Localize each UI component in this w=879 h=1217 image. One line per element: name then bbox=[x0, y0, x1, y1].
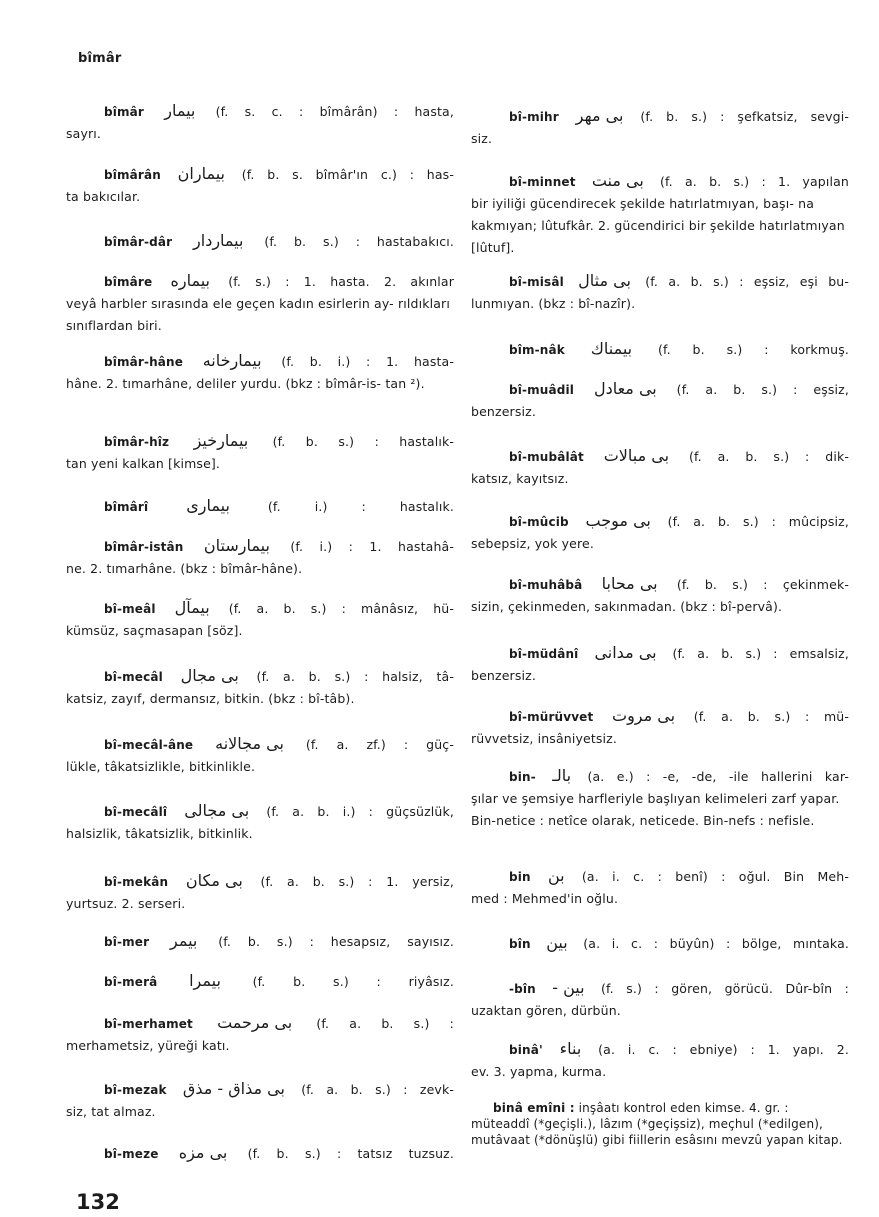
entry-definition-continued: merhametsiz, yüreği katı. bbox=[66, 1038, 230, 1053]
entry-first-line bbox=[471, 977, 849, 1000]
entry-definition-continued: siz, tat almaz. bbox=[66, 1104, 156, 1119]
dictionary-entry bbox=[471, 170, 849, 259]
entry-definition-start: (a. i. c. : büyûn) : bölge, mıntaka. bbox=[583, 936, 850, 951]
entry-arabic-script: بیماری bbox=[186, 496, 230, 515]
entry-arabic-script: بی مزه bbox=[178, 1143, 228, 1162]
entry-definition-start: (f. b. s.) : hastabakıcı. bbox=[264, 234, 455, 249]
entry-definition-continued: katsiz, zayıf, dermansız, bitkin. (bkz : bî-tâb). bbox=[66, 691, 355, 706]
entry-first-line bbox=[471, 642, 849, 665]
footnote-lemma: binâ emîni : bbox=[493, 1101, 575, 1115]
entry-arabic-script: بیمرا bbox=[189, 971, 221, 990]
dictionary-entry bbox=[471, 977, 849, 1022]
entry-definition-continued: lükle, tâkatsizlikle, bitkinlikle. bbox=[66, 759, 256, 774]
entry-first-line bbox=[66, 665, 454, 688]
entry-arabic-script: بی مرحمت bbox=[217, 1013, 293, 1032]
entry-first-line bbox=[66, 930, 454, 953]
entry-definition-start: (f. s.) : 1. hasta. 2. akınlar bbox=[228, 274, 455, 289]
dictionary-entry bbox=[471, 573, 849, 618]
entry-definition-start: (a. e.) : -e, -de, -ile hallerini kar- bbox=[587, 769, 850, 784]
dictionary-entry bbox=[66, 270, 454, 337]
entry-lemma: bî-mer bbox=[104, 935, 150, 949]
entry-arabic-script: بیمارستان bbox=[203, 536, 270, 555]
entry-lemma: bî-mihr bbox=[509, 110, 559, 124]
dictionary-entry bbox=[66, 597, 454, 642]
entry-definition-start: (f. b. s.) : hastalık- bbox=[272, 434, 454, 449]
dictionary-entry bbox=[66, 665, 454, 710]
entry-lemma: bin- bbox=[509, 770, 536, 784]
entry-definition-start: (f. a. zf.) : güç- bbox=[305, 737, 454, 752]
entry-lemma: bîmâr-istân bbox=[104, 540, 184, 554]
entry-definition-continued: uzaktan gören, dürbün. bbox=[471, 1003, 621, 1018]
entry-first-line bbox=[471, 1038, 849, 1061]
entry-first-line bbox=[471, 170, 849, 193]
entry-first-line bbox=[471, 338, 849, 361]
dictionary-entry bbox=[471, 865, 849, 910]
running-header: bîmâr bbox=[78, 51, 122, 66]
entry-definition-start: (f. i.) : hastalık. bbox=[267, 499, 454, 514]
entry-definition-start: (f. b. s.) : şefkatsiz, sevgi- bbox=[640, 109, 850, 124]
dictionary-entry bbox=[66, 495, 454, 518]
entry-first-line bbox=[66, 597, 454, 620]
dictionary-entry bbox=[66, 350, 454, 395]
entry-arabic-script: بیماره bbox=[170, 271, 210, 290]
entry-arabic-script: بیمر bbox=[170, 931, 198, 950]
entry-lemma: bî-mecâl bbox=[104, 670, 163, 684]
entry-definition-continued: bir iyiliği gücendirecek şekilde hatırlatmıyan, başı- na kakmıyan; lûtufkâr. 2. gücendirici bir şekilde hatırlatmıyan [lûtuf]. bbox=[471, 196, 845, 255]
entry-first-line bbox=[471, 105, 849, 128]
entry-first-line bbox=[66, 495, 454, 518]
entry-first-line bbox=[66, 733, 454, 756]
entry-definition-continued: hâne. 2. tımarhâne, deliler yurdu. (bkz : bîmâr-is- tan ²). bbox=[66, 376, 425, 391]
dictionary-entry bbox=[66, 800, 454, 845]
entry-definition-continued: lunmıyan. (bkz : bî-nazîr). bbox=[471, 296, 636, 311]
entry-first-line bbox=[66, 1142, 454, 1165]
entry-lemma: bî-mürüvvet bbox=[509, 710, 594, 724]
entry-lemma: bî-meze bbox=[104, 1147, 159, 1161]
entry-definition-start: (f. b. s.) : çekinmek- bbox=[676, 577, 850, 592]
entry-definition-start: (f. s. c. : bîmârân) : hasta, bbox=[215, 104, 454, 119]
entry-arabic-script: بی مدانی bbox=[594, 643, 657, 662]
entry-lemma: bîmâr-dâr bbox=[104, 235, 173, 249]
entry-lemma: bîmârân bbox=[104, 168, 161, 182]
entry-definition-start: (f. a. b. s.) : halsiz, tâ- bbox=[256, 669, 454, 684]
entry-arabic-script: بناء bbox=[559, 1039, 582, 1058]
dictionary-entry bbox=[471, 270, 849, 315]
entry-lemma: bîmâr-hâne bbox=[104, 355, 184, 369]
entry-lemma: bî-mubâlât bbox=[509, 450, 584, 464]
entry-arabic-script: بالـ bbox=[552, 766, 572, 785]
entry-lemma: bî-mûcib bbox=[509, 515, 569, 529]
entry-first-line bbox=[471, 445, 849, 468]
entry-lemma: bîmârî bbox=[104, 500, 149, 514]
entry-first-line bbox=[66, 1012, 454, 1035]
dictionary-entry bbox=[66, 1012, 454, 1057]
entry-arabic-script: بين bbox=[546, 933, 568, 952]
dictionary-entry bbox=[471, 105, 849, 150]
entry-definition-continued: sebepsiz, yok yere. bbox=[471, 536, 594, 551]
entry-definition-continued: sizin, çekinmeden, sakınmadan. (bkz : bî-pervâ). bbox=[471, 599, 783, 614]
entry-definition-continued: ev. 3. yapma, kurma. bbox=[471, 1064, 607, 1079]
dictionary-entry bbox=[66, 970, 454, 993]
entry-lemma: bî-merhamet bbox=[104, 1017, 193, 1031]
dictionary-entry bbox=[66, 535, 454, 580]
entry-arabic-script: بیمارخانه bbox=[202, 351, 262, 370]
entry-definition-continued: rüvvetsiz, insâniyetsiz. bbox=[471, 731, 618, 746]
entry-first-line bbox=[66, 230, 454, 253]
page-number: 132 bbox=[76, 1190, 120, 1214]
entry-lemma: bîmâr-hîz bbox=[104, 435, 170, 449]
entry-definition-start: (f. a. b. s.) : bbox=[316, 1016, 454, 1031]
entry-definition-start: (f. a. b. s.) : mûcipsiz, bbox=[667, 514, 849, 529]
entry-arabic-script: بی مبالات bbox=[603, 446, 670, 465]
entry-first-line bbox=[471, 378, 849, 401]
entry-definition-start: (f. a. b. s.) : zevk- bbox=[301, 1082, 455, 1097]
entry-arabic-script: بی مذاق - مذق bbox=[182, 1079, 285, 1098]
dictionary-entry bbox=[471, 445, 849, 490]
entry-definition-continued: benzersiz. bbox=[471, 404, 536, 419]
entry-arabic-script: بی مهر bbox=[575, 106, 624, 125]
entry-definition-start: (f. a. b. s.) : dik- bbox=[688, 449, 850, 464]
entry-definition-start: (f. b. s.) : hesapsız, sayısız. bbox=[218, 934, 455, 949]
dictionary-entry bbox=[66, 870, 454, 915]
entry-definition-continued: kümsüz, saçmasapan [söz]. bbox=[66, 623, 243, 638]
entry-definition-start: (f. a. b. s.) : 1. yersiz, bbox=[260, 874, 455, 889]
entry-definition-continued: şılar ve şemsiye harfleriyle başlıyan kelimeleri zarf yapar. Bin-netice : netîce olarak, neticede. Bin-nefs : nefisle. bbox=[471, 791, 840, 828]
entry-definition-start: (f. b. s.) : korkmuş. bbox=[657, 342, 849, 357]
entry-first-line bbox=[471, 573, 849, 596]
entry-arabic-script: بی موجب bbox=[585, 511, 651, 530]
entry-arabic-script: بیمآل bbox=[174, 598, 210, 617]
entry-definition-start: (f. a. b. s.) : emsalsiz, bbox=[672, 646, 849, 661]
dictionary-entry bbox=[66, 430, 454, 475]
entry-lemma: binâ' bbox=[509, 1043, 543, 1057]
entry-definition-start: (f. a. b. s.) : mânâsız, hü- bbox=[228, 601, 455, 616]
entry-arabic-script: بیمار bbox=[164, 101, 196, 120]
entry-arabic-script: بی محابا bbox=[601, 574, 658, 593]
entry-lemma: bî-müdânî bbox=[509, 647, 579, 661]
dictionary-entry bbox=[471, 642, 849, 687]
entry-definition-start: (f. b. s.) : riyâsız. bbox=[252, 974, 454, 989]
entry-lemma: bî-muâdil bbox=[509, 383, 574, 397]
entry-lemma: bî-meâl bbox=[104, 602, 156, 616]
entry-arabic-script: بی منت bbox=[591, 171, 644, 190]
entry-definition-start: (f. b. s.) : tatsız tuzsuz. bbox=[247, 1146, 455, 1161]
entry-first-line bbox=[66, 870, 454, 893]
entry-lemma: bîn bbox=[509, 937, 531, 951]
entry-definition-start: (f. b. i.) : 1. hasta- bbox=[281, 354, 455, 369]
entry-definition-start: (f. a. b. s.) : mü- bbox=[693, 709, 850, 724]
entry-footnote bbox=[471, 1100, 849, 1148]
entry-arabic-script: بیمارخیز bbox=[193, 431, 249, 450]
entry-lemma: bî-muhâbâ bbox=[509, 578, 583, 592]
entry-definition-start: (f. i.) : 1. hastahâ- bbox=[290, 539, 455, 554]
entry-definition-continued: med : Mehmed'in oğlu. bbox=[471, 891, 619, 906]
entry-lemma: bî-mecâl-âne bbox=[104, 738, 194, 752]
entry-first-line bbox=[66, 270, 454, 293]
entry-definition-continued: benzersiz. bbox=[471, 668, 536, 683]
entry-definition-start: (f. a. b. s.) : eşsiz, eşi bu- bbox=[645, 274, 850, 289]
dictionary-entry bbox=[471, 338, 849, 361]
entry-definition-continued: yurtsuz. 2. serseri. bbox=[66, 896, 186, 911]
entry-arabic-script: بن bbox=[547, 866, 565, 885]
entry-lemma: bin bbox=[509, 870, 531, 884]
dictionary-entry bbox=[471, 510, 849, 555]
entry-first-line bbox=[471, 865, 849, 888]
entry-definition-continued: veyâ harbler sırasında ele geçen kadın esirlerin ay- rıldıkları sınıflardan biri. bbox=[66, 296, 450, 333]
dictionary-entry bbox=[471, 765, 849, 832]
entry-lemma: bîm-nâk bbox=[509, 343, 565, 357]
entry-arabic-script: بين - bbox=[552, 978, 585, 997]
entry-lemma: bî-merâ bbox=[104, 975, 158, 989]
entry-lemma: bîmâr bbox=[104, 105, 144, 119]
entry-definition-start: (f. a. b. s.) : 1. yapılan bbox=[659, 174, 849, 189]
entry-definition-start: (a. i. c. : benî) : oğul. Bin Meh- bbox=[581, 869, 849, 884]
entry-lemma: bî-mecâlî bbox=[104, 805, 168, 819]
entry-definition-continued: sayrı. bbox=[66, 126, 102, 141]
entry-lemma: bî-misâl bbox=[509, 275, 564, 289]
entry-first-line bbox=[471, 932, 849, 955]
dictionary-entry bbox=[66, 100, 454, 145]
entry-arabic-script: بی مجال bbox=[180, 666, 239, 685]
entry-definition-start: (a. i. c. : ebniye) : 1. yapı. 2. bbox=[598, 1042, 849, 1057]
dictionary-entry bbox=[471, 1038, 849, 1083]
entry-lemma: bî-minnet bbox=[509, 175, 576, 189]
dictionary-entry bbox=[66, 1142, 454, 1165]
entry-arabic-script: بیماردار bbox=[193, 231, 244, 250]
entry-definition-continued: ne. 2. tımarhâne. (bkz : bîmâr-hâne). bbox=[66, 561, 303, 576]
entry-arabic-script: بی مکان bbox=[185, 871, 243, 890]
entry-definition-continued: katsız, kayıtsız. bbox=[471, 471, 569, 486]
entry-definition-continued: ta bakıcılar. bbox=[66, 189, 141, 204]
entry-first-line bbox=[66, 535, 454, 558]
entry-first-line bbox=[66, 1078, 454, 1101]
entry-definition-start: (f. a. b. i.) : güçsüzlük, bbox=[266, 804, 455, 819]
entry-first-line bbox=[66, 970, 454, 993]
dictionary-entry bbox=[471, 932, 849, 955]
dictionary-entry bbox=[66, 163, 454, 208]
entry-arabic-script: بی مروت bbox=[612, 706, 676, 725]
entry-arabic-script: بیمناك bbox=[590, 339, 633, 358]
entry-lemma: bî-mezak bbox=[104, 1083, 167, 1097]
entry-first-line bbox=[471, 705, 849, 728]
dictionary-entry bbox=[471, 378, 849, 423]
entry-arabic-script: بیماران bbox=[177, 164, 225, 183]
entry-definition-continued: siz. bbox=[471, 131, 493, 146]
dictionary-entry bbox=[66, 930, 454, 953]
dictionary-entry bbox=[66, 1078, 454, 1123]
entry-first-line bbox=[471, 765, 849, 788]
entry-arabic-script: بی مجالی bbox=[184, 801, 250, 820]
entry-lemma: -bîn bbox=[509, 982, 536, 996]
dictionary-entry bbox=[66, 733, 454, 778]
entry-arabic-script: بی مثال bbox=[578, 271, 631, 290]
entry-definition-start: (f. s.) : gören, görücü. Dûr-bîn : bbox=[601, 981, 849, 996]
entry-arabic-script: بی معادل bbox=[593, 379, 657, 398]
entry-first-line bbox=[66, 430, 454, 453]
entry-lemma: bî-mekân bbox=[104, 875, 169, 889]
dictionary-entry bbox=[66, 230, 454, 253]
entry-first-line bbox=[66, 163, 454, 186]
entry-definition-start: (f. b. s. bîmâr'ın c.) : has- bbox=[241, 167, 455, 182]
entry-lemma: bîmâre bbox=[104, 275, 153, 289]
entry-arabic-script: بی مجالانه bbox=[215, 734, 284, 753]
entry-definition-start: (f. a. b. s.) : eşsiz, bbox=[676, 382, 850, 397]
entry-first-line bbox=[471, 270, 849, 293]
entry-first-line bbox=[66, 350, 454, 373]
entry-first-line bbox=[66, 800, 454, 823]
footnote-text: inşâatı kontrol eden kimse. 4. gr. : müteaddî (*geçişli.), lâzım (*geçişsiz), meçhul (*edilgen), mutâvaat (*dönüşlü) gibi fiillerin esâsını mevzû yapan kitap. bbox=[471, 1101, 843, 1147]
dictionary-entry bbox=[471, 705, 849, 750]
entry-first-line bbox=[66, 100, 454, 123]
entry-first-line bbox=[471, 510, 849, 533]
entry-definition-continued: tan yeni kalkan [kimse]. bbox=[66, 456, 221, 471]
entry-definition-continued: halsizlik, tâkatsizlik, bitkinlik. bbox=[66, 826, 253, 841]
